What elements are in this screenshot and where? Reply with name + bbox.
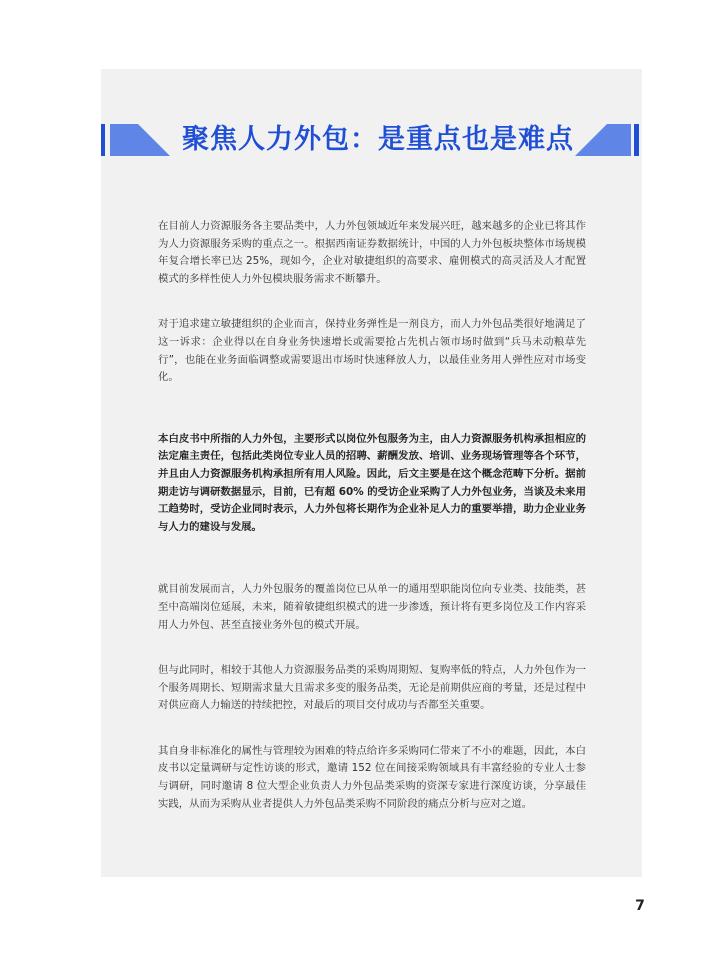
body-content: [158, 218, 586, 813]
paragraph-1: 在目前人力资源服务各主要品类中，人力外包领域近年来发展兴旺，越来越多的企业已将其作为人力资源服务采购的重点之一。根据西南证券数据统计，中国的人力外包板块整体市场规模年复合增长率已达 25%，现如今，企业对敏捷组织的高要求、雇佣模式的高灵活及人才配置模式的多样性使人力外包模块服务需求不断攀升。: [158, 220, 586, 285]
paragraph-5: 但与此同时，相较于其他人力资源服务品类的采购周期短、复购率低的特点，人力外包作为一个服务周期长、短期需求量大且需求多变的服务品类，无论是前期供应商的考量，还是过程中对供应商人力输送的持续把控，对最后的项目交付成功与否都至关重要。: [158, 664, 586, 712]
paragraph-6: 其自身非标准化的属性与管理较为困难的特点给许多采购同仁带来了不小的难题，因此，本白皮书以定量调研与定性访谈的形式，邀请 152 位在间接采购领域具有丰富经验的专业人士参与调研，同时邀请 8 位大型企业负责人力外包品类采购的资深专家进行深度访谈，分享最佳实践，从而为采购从业者提供人力外包品类采购不同阶段的痛点分析与应对之道。: [158, 744, 586, 810]
paragraph-4: 就目前发展而言，人力外包服务的覆盖岗位已从单一的通用型职能岗位向专业类、技能类，甚至中高端岗位延展，未来，随着敏捷组织模式的进一步渗透，预计将有更多岗位及工作内容采用人力外包、甚至直接业务外包的模式开展。: [158, 583, 586, 631]
right-accent-block: [575, 124, 631, 156]
right-accent-bar: [634, 124, 639, 156]
page-title: 聚焦人力外包：是重点也是难点: [182, 124, 574, 155]
paragraph-2: 对于追求建立敏捷组织的企业而言，保持业务弹性是一剂良方，而人力外包品类很好地满足了这一诉求：企业得以在自身业务快速增长或需要抢占先机占领市场时做到“兵马未动粮草先行”，也能在业务面临调整或需要退出市场时快速释放人力，以最佳业务用人弹性应对市场变化。: [158, 318, 586, 384]
page-number: 7: [635, 898, 645, 914]
paragraph-3-emphasis: 本白皮书中所指的人力外包，主要形式以岗位外包服务为主，由人力资源服务机构承担相应的法定雇主责任，包括此类岗位专业人员的招聘、薪酬发放、培训、业务现场管理等各个环节，并且由人力资源服务机构承担所有用人风险。因此，后文主要是在这个概念范畴下分析。据前期走访与调研数据显示，目前，已有超 60% 的受访企业采购了人力外包业务，当谈及未来用工趋势时，受访企业同时表示，人力外包将长期作为企业补足人力的重要举措，助力企业业务与人力的建设与发展。: [158, 432, 586, 533]
left-accent-bar: [101, 124, 105, 156]
left-accent-block: [110, 124, 170, 156]
